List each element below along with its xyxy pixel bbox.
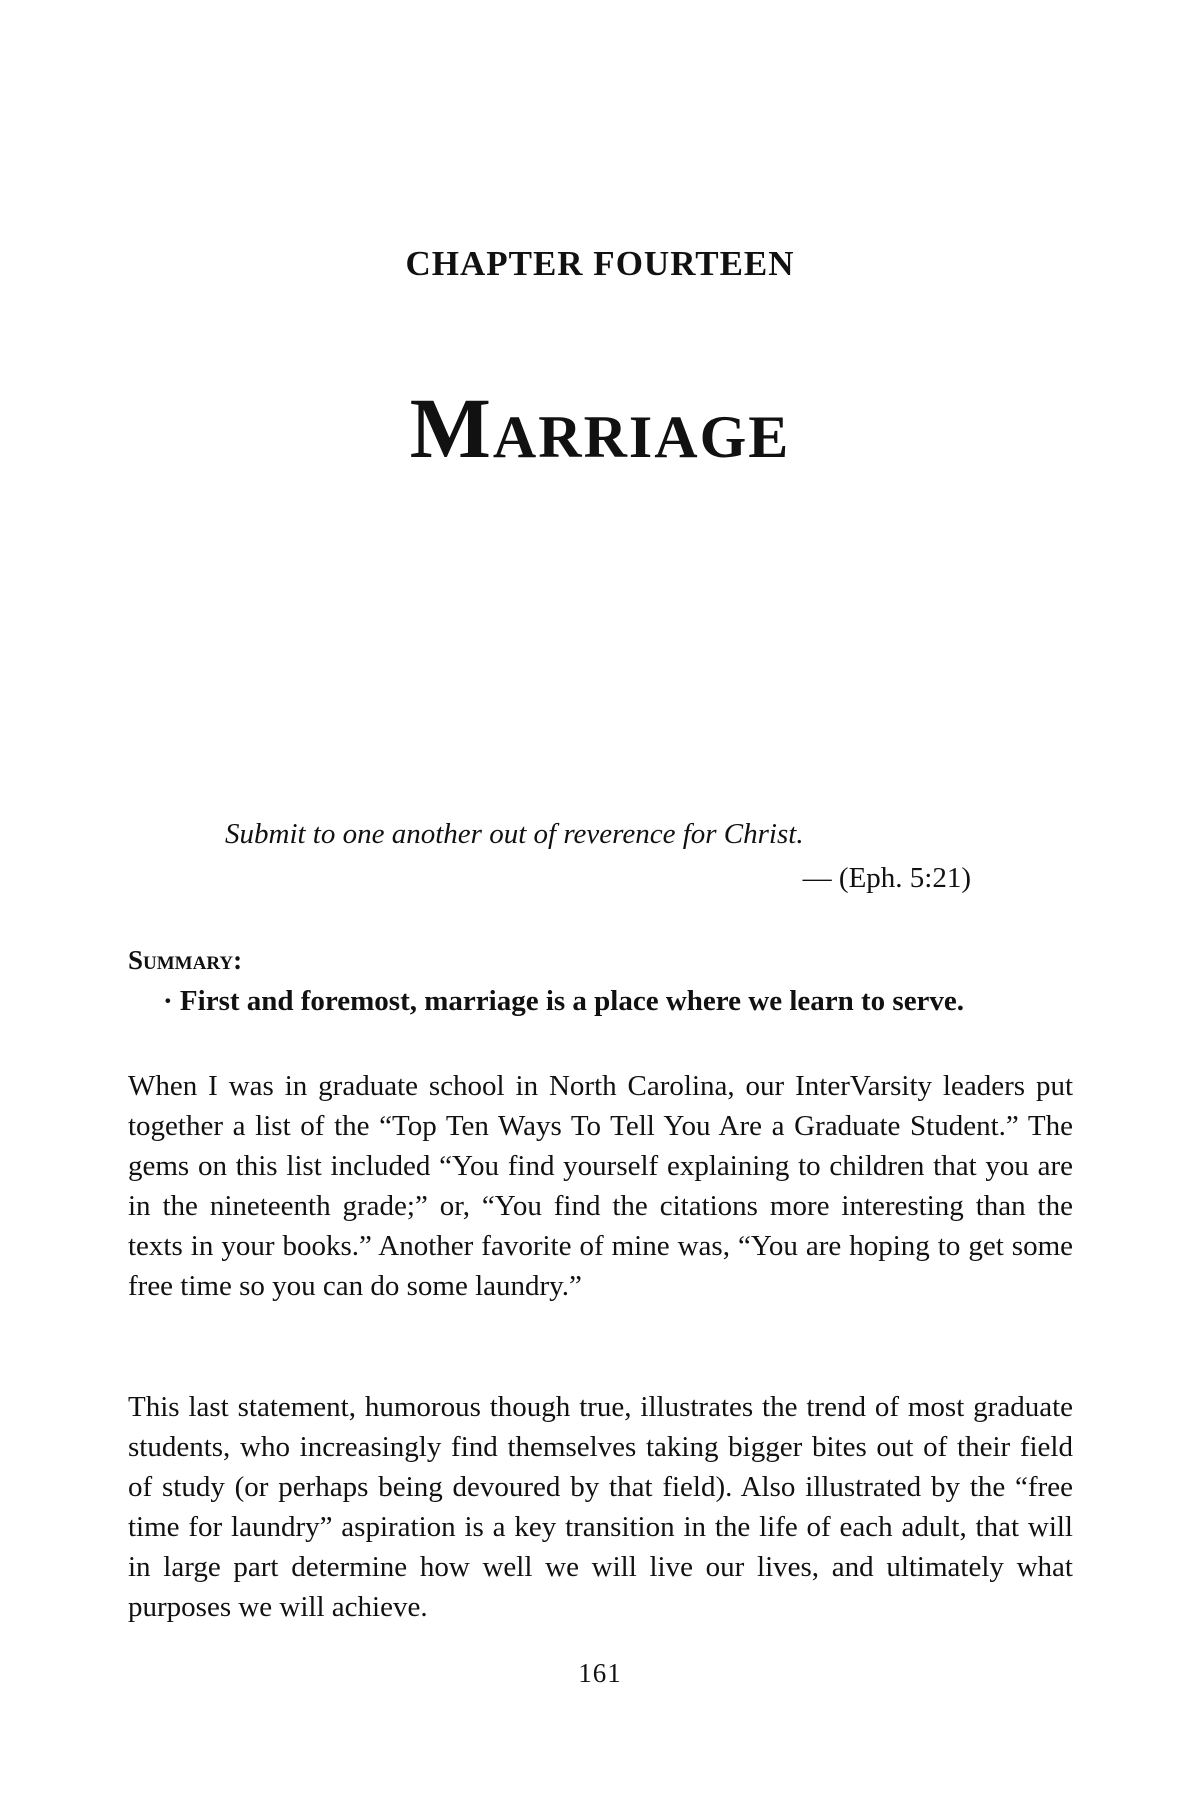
page-number: 161 bbox=[578, 1658, 622, 1688]
summary-point: · First and foremost, marriage is a place where we learn to serve. bbox=[163, 985, 965, 1017]
chapter-title: Marriage bbox=[409, 380, 791, 476]
summary-label: Summary: bbox=[128, 945, 243, 975]
body-paragraph-1: When I was in graduate school in North Carolina, our InterVarsity leaders put together a list of the “Top Ten Ways To Tell You Are a Graduate Student.” The gems on this list included “You find yourself explaining to children that you are in the nineteenth grade;” or, “You find the citations more interesting than the texts in your books.” Another favorite of mine was, “You are hoping to get some free time so you can do some laundry.” bbox=[128, 1070, 1073, 1302]
epigraph-reference: — (Eph. 5:21) bbox=[802, 862, 971, 894]
chapter-label: CHAPTER FOURTEEN bbox=[405, 244, 795, 283]
epigraph-text: Submit to one another out of reverence for Christ. bbox=[225, 818, 804, 850]
body-paragraph-2: This last statement, humorous though true, illustrates the trend of most graduate students, who increasingly find themselves taking bigger bites out of their field of study (or perhaps being devoured by that field). Also illustrated by the “free time for laundry” aspiration is a key transition in the life of each adult, that will in large part determine how well we will live our lives, and ultimately what purposes we will achieve. bbox=[128, 1391, 1073, 1623]
